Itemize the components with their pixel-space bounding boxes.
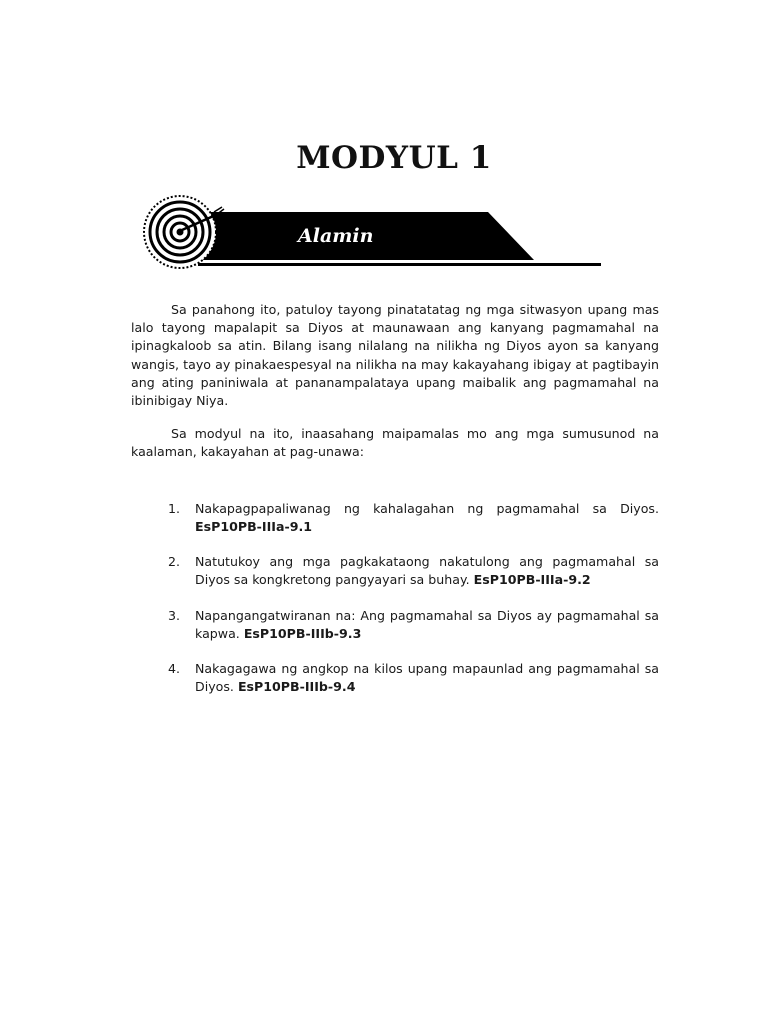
- section-label: Alamin: [298, 225, 374, 247]
- list-item-text: Nakagagawa ng angkop na kilos upang mapaunlad ang pagmamahal sa Diyos.: [195, 661, 659, 695]
- section-banner: [138, 190, 608, 270]
- list-item-number: 3.: [168, 608, 181, 623]
- list-item: [168, 607, 659, 643]
- list-item: [168, 500, 659, 536]
- list-item-text: Napangangatwiranan na: Ang pagmamahal sa Diyos ay pagmamahal sa kapwa.: [195, 608, 659, 642]
- list-item: [168, 553, 659, 589]
- competency-code: EsP10PB-IIIb-9.4: [237, 679, 356, 695]
- list-item-number: 4.: [168, 661, 181, 676]
- list-item-text: Natutukoy ang mga pagkakataong nakatulong ang pagmamahal sa Diyos sa kongkretong pangyayari sa buhay.: [195, 554, 659, 588]
- list-item-text: Nakapagpapaliwanag ng kahalagahan ng pagmamahal sa Diyos.: [195, 501, 659, 516]
- intro-paragraph-1: Sa panahong ito, patuloy tayong pinatatatag ng mga sitwasyon upang mas lalo tayong mapalapit sa Diyos at maunawaan ang kanyang pagmamahal na ipinagkaloob sa atin. Bilang isang nilalang na nilikha ng Diyos ayon sa kanyang wangis, tayo ay pinakaespesyal na nilikha na may kakayahang ibigay at pagtibayin ang ating paniniwala at pananampalataya upang maibalik ang pagmamahal na ibinibigay Niya.: [131, 302, 659, 409]
- competency-code: EsP10PB-IIIa-9.1: [195, 519, 313, 535]
- list-item-number: 2.: [168, 554, 181, 569]
- intro-paragraph-2: Sa modyul na ito, inaasahang maipamalas mo ang mga sumusunod na kaalaman, kakayahan at pag-unawa:: [131, 426, 659, 460]
- list-item: [168, 660, 659, 696]
- competency-code: EsP10PB-IIIa-9.2: [473, 572, 591, 588]
- module-title: MODYUL 1: [296, 140, 492, 176]
- list-item-number: 1.: [168, 501, 181, 516]
- competency-code: EsP10PB-IIIb-9.3: [243, 626, 362, 642]
